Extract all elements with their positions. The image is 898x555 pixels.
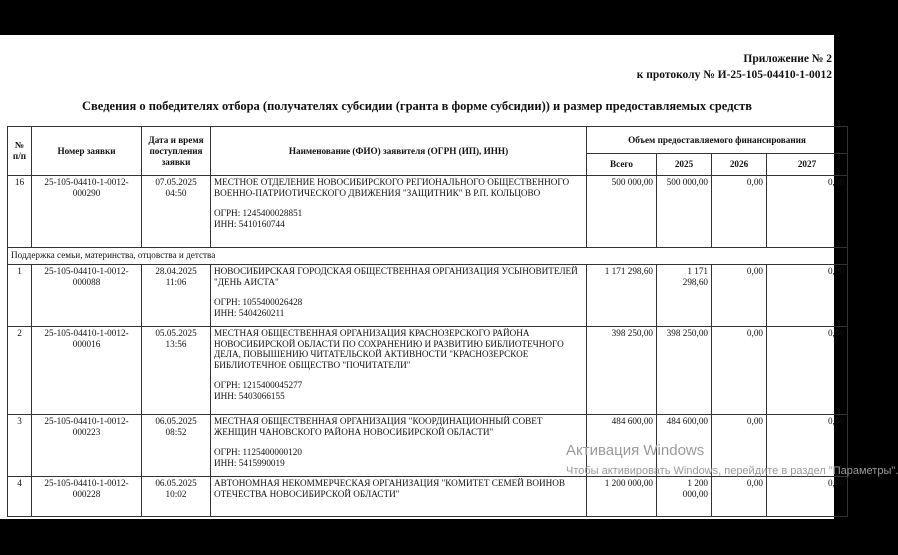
row-total: 1 171 298,60 xyxy=(587,265,657,327)
row-date xyxy=(142,477,211,517)
row-date-value: 06.05.2025 xyxy=(155,478,197,488)
row-name-value: АВТОНОМНАЯ НЕКОММЕРЧЕСКАЯ ОРГАНИЗАЦИЯ "КОМИТЕТ СЕМЕЙ ВОИНОВ ОТЕЧЕСТВА НОВОСИБИРСКОЙ ОБЛАСТИ" xyxy=(214,478,566,499)
row-date xyxy=(142,415,211,477)
header-2025: 2025 xyxy=(657,154,712,176)
row-2026: 0,00 xyxy=(712,477,767,517)
row-inn: ИНН: 5404260211 xyxy=(214,307,285,318)
header-date: Дата и время поступления заявки xyxy=(142,127,211,176)
row-date xyxy=(142,265,211,327)
row-total: 398 250,00 xyxy=(587,327,657,415)
section-label: Поддержка семьи, материнства, отцовства и детства xyxy=(8,248,848,265)
row-inn: ИНН: 5403066155 xyxy=(214,390,285,401)
row-ogrn: ОГРН: 1125400000120 xyxy=(214,447,302,458)
row-name-value: МЕСТНОЕ ОТДЕЛЕНИЕ НОВОСИБИРСКОГО РЕГИОНАЛЬНОГО ОБЩЕСТВЕННОГО ВОЕННО-ПАТРИОТИЧЕСКОГО ДВИЖЕНИЯ "ЗАЩИТНИК" В Р.П. КОЛЬЦОВО xyxy=(214,177,570,198)
row-2026: 0,00 xyxy=(712,176,767,248)
row-2027: 0,00 xyxy=(767,176,848,248)
row-2025: 484 600,00 xyxy=(657,415,712,477)
row-2027: 0,00 xyxy=(767,327,848,415)
row-num: 2 xyxy=(8,327,32,415)
header-num: № п/п xyxy=(8,127,32,176)
header-2027: 2027 xyxy=(767,154,848,176)
row-2026: 0,00 xyxy=(712,415,767,477)
header-funding: Объем предоставляемого финансирования xyxy=(587,127,848,154)
row-total: 1 200 000,00 xyxy=(587,477,657,517)
appendix-header xyxy=(637,51,832,83)
row-total: 484 600,00 xyxy=(587,415,657,477)
row-app: 25-105-04410-1-0012-000223 xyxy=(32,415,142,477)
row-name xyxy=(211,265,587,327)
row-num: 1 xyxy=(8,265,32,327)
row-name xyxy=(211,176,587,248)
protocol-label: к протоколу № И-25-105-04410-1-0012 xyxy=(636,69,832,81)
table-row xyxy=(8,176,848,248)
row-app: 25-105-04410-1-0012-000228 xyxy=(32,477,142,517)
document-title: Сведения о победителях отбора (получателях субсидии (гранта в форме субсидии)) и размер предоставляемых средств xyxy=(82,99,752,113)
row-inn: ИНН: 5410160744 xyxy=(214,218,285,229)
row-name-value: МЕСТНАЯ ОБЩЕСТВЕННАЯ ОРГАНИЗАЦИЯ КРАСНОЗЕРСКОГО РАЙОНА НОВОСИБИРСКОЙ ОБЛАСТИ ПО СОХРАНЕНИЮ И РАЗВИТИЮ БИБЛИОТЕЧНОГО ДЕЛА, ПОВЫШЕНИЮ ЧИТАТЕЛЬСКОЙ АКТИВНОСТИ "КРАСНОЗЕРСКОЕ БИБЛИОТЕЧНОЕ ОБЩЕСТВО "ПОЧИТАТЕЛИ" xyxy=(214,328,564,370)
row-2025: 398 250,00 xyxy=(657,327,712,415)
row-2026: 0,00 xyxy=(712,327,767,415)
document-page xyxy=(0,35,898,519)
header-app: Номер заявки xyxy=(32,127,142,176)
row-time-value: 13:56 xyxy=(165,338,187,349)
table-row xyxy=(8,477,848,517)
row-2027: 0,00 xyxy=(767,477,848,517)
row-date-value: 06.05.2025 xyxy=(155,416,197,426)
row-num: 3 xyxy=(8,415,32,477)
table-row xyxy=(8,327,848,415)
row-time-value: 08:52 xyxy=(165,426,187,437)
row-date xyxy=(142,176,211,248)
row-date-value: 28.04.2025 xyxy=(155,266,197,276)
watermark-title: Активация Windows xyxy=(566,442,705,459)
row-2025: 500 000,00 xyxy=(657,176,712,248)
row-ogrn: ОГРН: 1055400026428 xyxy=(214,297,303,308)
row-2025: 1 171 298,60 xyxy=(657,265,712,327)
row-time-value: 04:50 xyxy=(165,187,187,198)
header-name: Наименование (ФИО) заявителя (ОГРН (ИП), ИНН) xyxy=(211,127,587,176)
row-name-value: НОВОСИБИРСКАЯ ГОРОДСКАЯ ОБЩЕСТВЕННАЯ ОРГАНИЗАЦИЯ УСЫНОВИТЕЛЕЙ "ДЕНЬ АИСТА" xyxy=(214,266,578,287)
row-name xyxy=(211,415,587,477)
row-app: 25-105-04410-1-0012-000016 xyxy=(32,327,142,415)
row-date xyxy=(142,327,211,415)
row-app: 25-105-04410-1-0012-000088 xyxy=(32,265,142,327)
row-name xyxy=(211,477,587,517)
appendix-label: Приложение № 2 xyxy=(743,53,832,65)
row-2027: 0,00 xyxy=(767,265,848,327)
row-name-value: МЕСТНАЯ ОБЩЕСТВЕННАЯ ОРГАНИЗАЦИЯ "КООРДИНАЦИОННЫЙ СОВЕТ ЖЕНЩИН ЧАНОВСКОГО РАЙОНА НОВОСИБИРСКОЙ ОБЛАСТИ" xyxy=(214,416,543,437)
row-inn: ИНН: 5415990019 xyxy=(214,457,285,468)
row-date-value: 05.05.2025 xyxy=(155,328,197,338)
row-2026: 0,00 xyxy=(712,265,767,327)
row-name xyxy=(211,327,587,415)
row-ogrn: ОГРН: 1245400028851 xyxy=(214,208,303,219)
row-ogrn: ОГРН: 1215400045277 xyxy=(214,380,303,391)
header-total: Всего xyxy=(587,154,657,176)
row-2025: 1 200 000,00 xyxy=(657,477,712,517)
row-app: 25-105-04410-1-0012-000290 xyxy=(32,176,142,248)
table-row xyxy=(8,265,848,327)
row-num: 16 xyxy=(8,176,32,248)
header-2026: 2026 xyxy=(712,154,767,176)
row-date-value: 07.05.2025 xyxy=(155,177,197,187)
windows-activation-watermark xyxy=(566,442,898,478)
watermark-text: Чтобы активировать Windows, перейдите в раздел "Параметры". xyxy=(566,465,898,477)
row-time-value: 11:06 xyxy=(165,276,187,287)
section-row xyxy=(8,248,848,265)
row-2027: 0,00 xyxy=(767,415,848,477)
row-total: 500 000,00 xyxy=(587,176,657,248)
row-time-value: 10:02 xyxy=(165,488,187,499)
row-num: 4 xyxy=(8,477,32,517)
